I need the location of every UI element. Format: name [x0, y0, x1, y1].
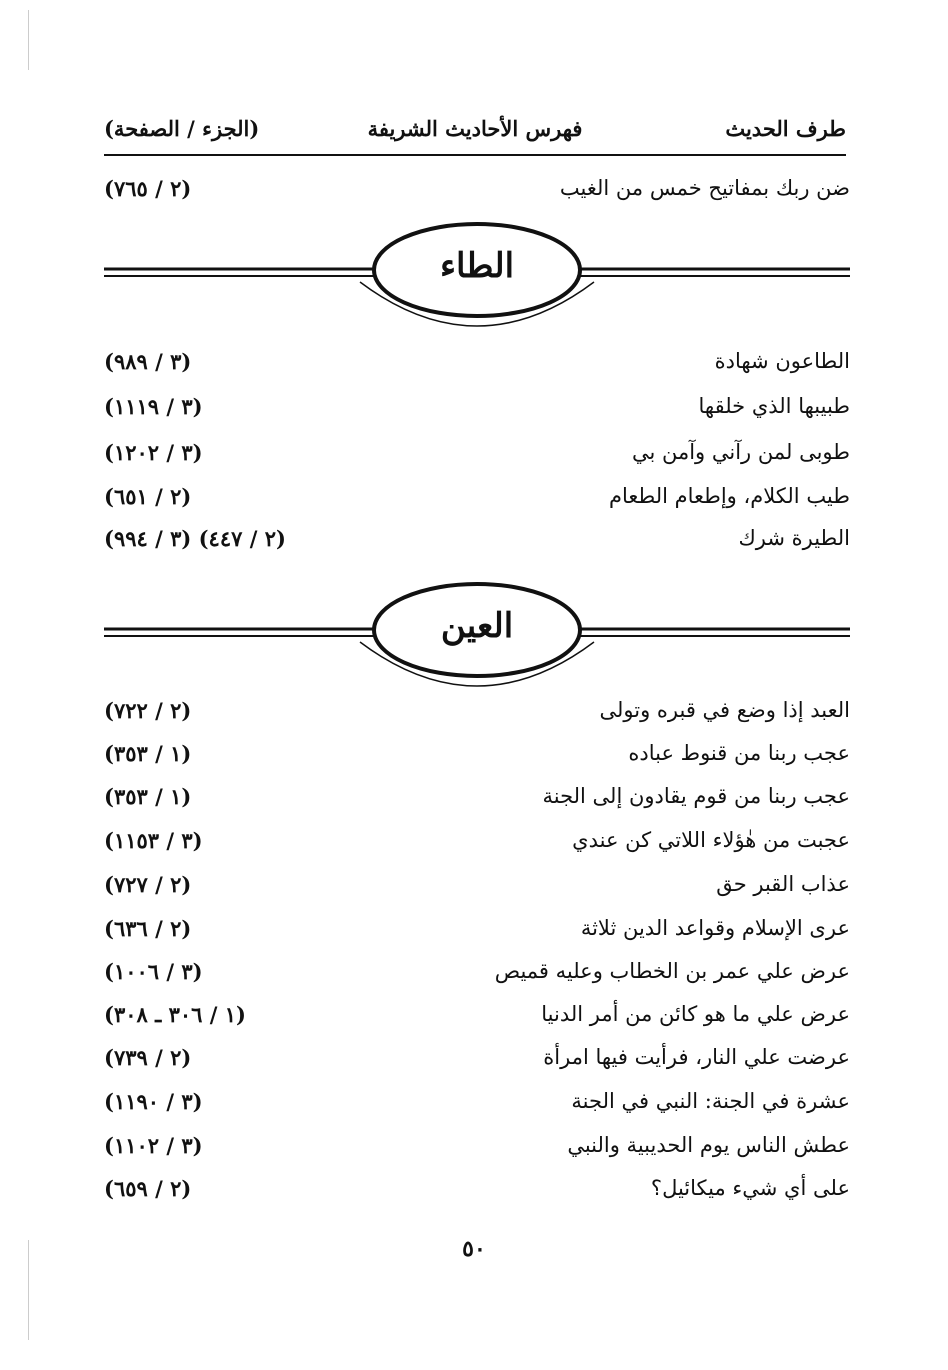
index-entry: [104, 824, 850, 862]
hadith-text: على أي شيء ميكائيل؟: [650, 1176, 850, 1200]
hadith-text: عشرة في الجنة: النبي في الجنة: [571, 1089, 850, 1113]
section-banner-ain: [104, 580, 850, 690]
volume-page-ref: (٣ / ١١٩٠): [104, 1089, 203, 1114]
hadith-text: طيب الكلام، وإطعام الطعام: [608, 484, 850, 508]
section-title: العين: [440, 606, 514, 646]
volume-page-ref: (٣ / ٩٨٩): [104, 349, 192, 374]
section-banner-ta: [104, 220, 850, 330]
index-entry: [104, 480, 850, 518]
running-header: [104, 112, 846, 152]
volume-page-ref: (٢ / ٦٣٦): [104, 916, 192, 941]
index-entry: [104, 737, 850, 775]
volume-page-ref: (١ / ٣٥٣): [104, 741, 192, 766]
hadith-text: عرض علي ما هو كائن من أمر الدنيا: [541, 1002, 850, 1026]
hadith-text: العبد إذا وضع في قبره وتولى: [599, 698, 850, 722]
volume-page-ref: (٣ / ١١٥٣): [104, 828, 203, 853]
index-entry: [104, 1172, 850, 1210]
volume-page-ref: (٣ / ١١١٩): [104, 394, 203, 419]
hadith-text: عجبت من هٰؤلاء اللاتي كن عندي: [572, 828, 850, 852]
hadith-text: عرى الإسلام وقواعد الدين ثلاثة: [580, 916, 850, 940]
hadith-text: ضن ربك بمفاتيح خمس من الغيب: [559, 176, 850, 200]
index-entry: [104, 390, 850, 428]
volume-page-ref: (١ / ٣٠٦ ـ ٣٠٨): [104, 1002, 246, 1027]
hadith-text: عذاب القبر حق: [716, 872, 850, 896]
volume-page-ref: (٢ / ٧٣٩): [104, 1045, 192, 1070]
index-entry: [104, 345, 850, 383]
hadith-text: الطيرة شرك: [738, 526, 850, 550]
hadith-text: عطش الناس يوم الحديبية والنبي: [567, 1133, 850, 1157]
hadith-text: عرضت علي النار، فرأيت فيها امرأة: [543, 1045, 850, 1069]
header-hadith-column: طرف الحديث: [725, 116, 846, 141]
index-entry: [104, 998, 850, 1036]
volume-page-ref: (٢ / ٤٤٧) (٣ / ٩٩٤): [104, 526, 286, 551]
volume-page-ref: (٢ / ٧٦٥): [104, 176, 192, 201]
index-entry: [104, 172, 850, 210]
margin-line: [28, 10, 29, 70]
index-entry: [104, 780, 850, 818]
hadith-text: عرض علي عمر بن الخطاب وعليه قميص: [494, 959, 850, 983]
index-entry: [104, 436, 850, 474]
header-index-title: فهرس الأحاديث الشريفة: [367, 116, 583, 141]
hadith-text: الطاعون شهادة: [714, 349, 850, 373]
index-entry: [104, 912, 850, 950]
volume-page-ref: (٣ / ١٠٠٦): [104, 959, 203, 984]
header-volume-page-column: (الجزء / الصفحة): [104, 116, 260, 141]
volume-page-ref: (٢ / ٦٥٩): [104, 1176, 192, 1201]
section-title: الطاء: [439, 246, 515, 286]
volume-page-ref: (٣ / ١٢٠٢): [104, 440, 203, 465]
index-entry: [104, 955, 850, 993]
index-entry: [104, 1041, 850, 1079]
volume-page-ref: (٣ / ١١٠٢): [104, 1133, 203, 1158]
hadith-text: طبيبها الذي خلقها: [698, 394, 850, 418]
volume-page-ref: (٢ / ٧٢٧): [104, 872, 192, 897]
index-entry: [104, 868, 850, 906]
hadith-text: عجب ربنا من قوم يقادون إلى الجنة: [542, 784, 850, 808]
index-entry: [104, 1129, 850, 1167]
volume-page-ref: (٢ / ٧٢٢): [104, 698, 192, 723]
index-entry: [104, 522, 850, 560]
volume-page-ref: (١ / ٣٥٣): [104, 784, 192, 809]
volume-page-ref: (٢ / ٦٥١): [104, 484, 192, 509]
hadith-text: عجب ربنا من قنوط عباده: [628, 741, 850, 765]
page-number: ٥٠: [462, 1236, 486, 1262]
header-rule: [104, 154, 846, 156]
hadith-text: طوبى لمن رآني وآمن بي: [631, 440, 850, 464]
index-entry: [104, 694, 850, 732]
index-entry: [104, 1085, 850, 1123]
